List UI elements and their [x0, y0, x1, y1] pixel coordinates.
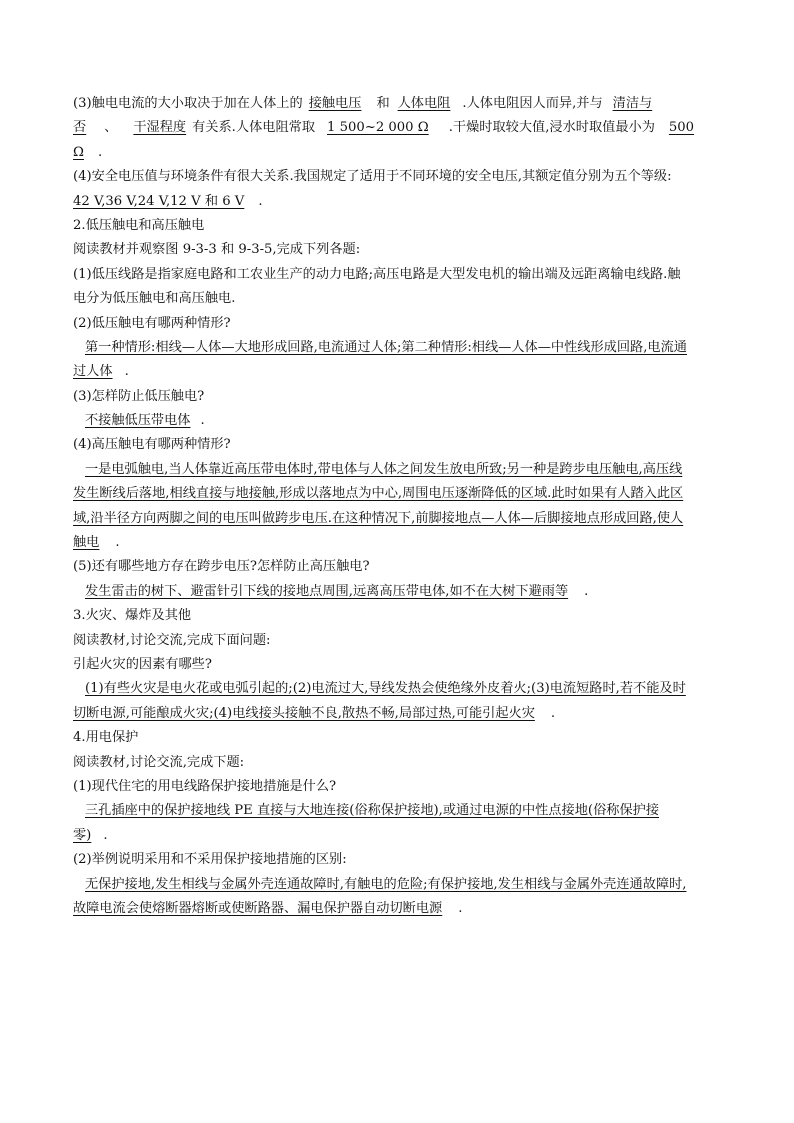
- answer-grounding-difference: 无保护接地,发生相线与金属外壳连通故障时,有触电的危险;有保护接地,发生相线与金属外壳连通故障时,: [85, 876, 687, 892]
- q3-and: 和: [376, 96, 390, 111]
- s2-a4-line-3: [73, 507, 723, 531]
- answer-fire-causes: (1)有些火灾是电火花或电弧引起的;(2)电流过大,导线发热会使绝缘外皮着火;(3)电流短路时,若不能及时: [85, 681, 686, 697]
- q3-line-3: Ω .: [73, 144, 103, 160]
- answer-safe-voltages: 42 V,36 V,24 V,12 V 和 6 V: [73, 193, 245, 209]
- answer-high-voltage-cases-4: 触电: [73, 535, 100, 551]
- answer-contact-voltage: 接触电压: [308, 96, 362, 111]
- section-3-intro: 阅读教材,讨论交流,完成下面问题:: [73, 632, 271, 648]
- answer-grounding-difference-cont: 故障电流会使熔断器熔断或使断路器、漏电保护器自动切断电源: [73, 900, 443, 916]
- worksheet-page: [73, 92, 723, 921]
- section-4-heading: 4.用电保护: [73, 730, 139, 746]
- q3-text: (3)触电电流的大小取决于加在人体上的: [73, 96, 303, 111]
- s2-a5: 发生雷击的树下、避雷针引下线的接地点周围,远离高压带电体,如不在大树下避雨等 .: [73, 580, 723, 604]
- q4-line-1: (4)安全电压值与环境条件有很大关系.我国规定了适用于不同环境的安全电压,其额定值分别为五个等级:: [73, 169, 672, 185]
- s2-q2: (2)低压触电有哪两种情形?: [73, 315, 231, 331]
- answer-body-resistance: 人体电阻: [397, 96, 451, 111]
- answer-prevent-low-voltage: 不接触低压带电体: [85, 413, 191, 429]
- s2-a2-line-1: [73, 336, 723, 360]
- answer-high-voltage-cases: 一是电弧触电,当人体靠近高压带电体时,带电体与人体之间发生放电所致;另一种是跨步电压触电,高压线: [85, 461, 683, 477]
- s2-q5: (5)还有哪些地方存在跨步电压?怎样防止高压触电?: [73, 559, 370, 575]
- answer-dryness: 干湿程度: [133, 120, 187, 136]
- answer-grounding-measure: 三孔插座中的保护接地线 PE 直接与大地连接(俗称保护接地),或通过电源的中性点接地(俗称保护接: [85, 803, 660, 819]
- section-2-intro: 阅读教材并观察图 9-3-3 和 9-3-5,完成下列各题:: [73, 242, 361, 258]
- answer-step-voltage-places: 发生雷击的树下、避雷针引下线的接地点周围,远离高压带电体,如不在大树下避雨等: [85, 583, 569, 599]
- q3-text-4: .干燥时取较大值,浸水时取值最小为: [448, 120, 655, 136]
- s3-question: 引起火灾的因素有哪些?: [73, 656, 212, 672]
- s2-p1-line-1: (1)低压线路是指家庭电路和工农业生产的动力电路;高压电路是大型发电机的输出端及远距离输电线路.触: [73, 266, 681, 282]
- s4-a1-line-2: 零) .: [73, 827, 108, 843]
- s2-a4-line-2: [73, 482, 723, 506]
- s2-q3: (3)怎样防止低压触电?: [73, 388, 205, 404]
- answer-clean: 清洁与: [612, 96, 653, 111]
- s3-answer-line-2: 切断电源,可能酿成火灾;(4)电线接头接触不良,散热不畅,局部过热,可能引起火灾 .: [73, 705, 556, 721]
- s2-a4-line-1: [73, 458, 723, 482]
- q3-text-3: 有关系.人体电阻常取: [192, 120, 316, 136]
- section-4-intro: 阅读教材,讨论交流,完成下题:: [73, 754, 245, 770]
- answer-resistance-range: 1 500~2 000 Ω: [327, 120, 429, 136]
- s2-a3: 不接触低压带电体 .: [73, 409, 723, 433]
- answer-high-voltage-cases-2: 发生断线后落地,相线直接与地接触,形成以落地点为中心,周围电压逐渐降低的区域.此时如果有人踏入此区: [73, 486, 684, 502]
- q3-line-1: [73, 92, 723, 116]
- s4-a2-line-2: 故障电流会使熔断器熔断或使断路器、漏电保护器自动切断电源 .: [73, 900, 463, 916]
- answer-fire-causes-cont: 切断电源,可能酿成火灾;(4)电线接头接触不良,散热不畅,局部过热,可能引起火灾: [73, 705, 535, 721]
- q3-comma: 、: [104, 120, 118, 136]
- answer-min-resistance: 500: [668, 120, 695, 136]
- s4-a1-line-1: [73, 799, 723, 823]
- s2-q4: (4)高压触电有哪两种情形?: [73, 437, 231, 453]
- s4-a2-line-1: [73, 873, 723, 897]
- answer-grounding-measure-cont: 零): [73, 827, 92, 843]
- answer-low-voltage-cases: 第一种情形:相线—人体—大地形成回路,电流通过人体;第二种情形:相线—人体—中性线形成回路,电流通: [85, 339, 687, 355]
- q3-line-2: [73, 116, 723, 140]
- answer-min-resistance-cont: Ω: [73, 144, 84, 160]
- s2-a2-line-2: 过人体 .: [73, 364, 129, 380]
- answer-high-voltage-cases-3: 域,沿半径方向两脚之间的电压叫做跨步电压.在这种情况下,前脚接地点—人体—后脚接地点形成回路,使人: [73, 510, 684, 526]
- section-2-heading: 2.低压触电和高压触电: [73, 217, 205, 233]
- s4-q2: (2)举例说明采用和不采用保护接地措施的区别:: [73, 852, 347, 868]
- s2-a4-line-4: 触电 .: [73, 535, 120, 551]
- s2-p1-line-2: 电分为低压触电和高压触电.: [73, 291, 236, 307]
- answer-clean-cont: 否: [73, 120, 87, 136]
- q3-text-2: .人体电阻因人而异,并与: [462, 96, 603, 111]
- answer-low-voltage-cases-cont: 过人体: [73, 364, 113, 380]
- s4-q1: (1)现代住宅的用电线路保护接地措施是什么?: [73, 778, 337, 794]
- s3-answer-line-1: [73, 677, 723, 701]
- q4-line-2: 42 V,36 V,24 V,12 V 和 6 V .: [73, 193, 263, 209]
- section-3-heading: 3.火灾、爆炸及其他: [73, 608, 192, 624]
